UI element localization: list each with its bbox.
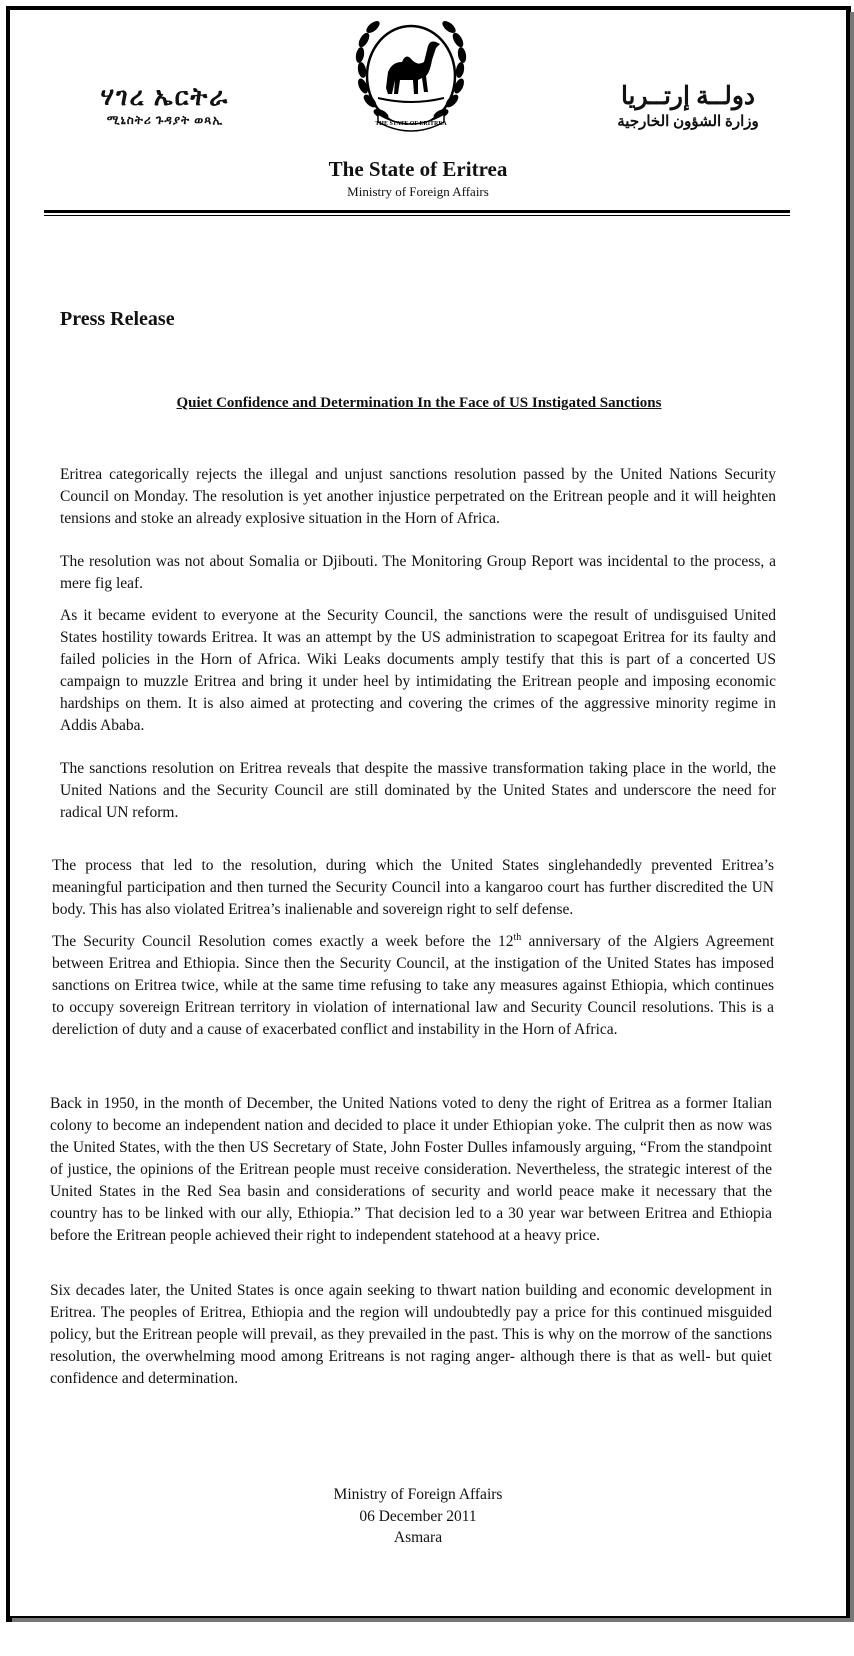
paragraph: Six decades later, the United States is once again seeking to thwart nation building and economic development in Eritrea. The peoples of Eritrea, Ethiopia and the region will undoubtedly pay a price for this continued misguided policy, but the Eritrean people will prevail, as they prevailed in the past. This is why on the morrow of the sanctions resolution, the overwhelming mood among Eritreans is not raging anger- although there is that as well- but quiet confidence and determination. [50, 1282, 772, 1387]
state-title: The State of Eritrea [328, 157, 508, 181]
page-shadow-bottom [12, 1618, 854, 1622]
letterhead-tigrinya-state: ሃገረ ኤርትራ [100, 84, 230, 111]
paragraph-text: The Security Council Resolution comes exactly a week before the 12 [52, 933, 514, 950]
paragraph: The resolution was not about Somalia or Djibouti. The Monitoring Group Report was incidental to the process, a mere fig leaf. [60, 553, 776, 592]
paragraph: Back in 1950, in the month of December, the United Nations voted to deny the right of Eritrea as a former Italian colony to become an independent nation and decided to place it under Ethiopian yoke. The culprit then as now was the United States, with the then US Secretary of State, John Foster Dulles infamously arguing, “From the standpoint of justice, the opinions of the Eritrean people must receive consideration. Nevertheless, the strategic interest of the United States in the Red Sea basin and considerations of security and world peace make it necessary that the country has to be linked with our ally, Ethiopia.” That decision led to a 30 year war between Eritrea and Ethiopia before the Eritrean people achieved their right to independent statehood at a heavy price. [50, 1095, 772, 1244]
letterhead-arabic [598, 82, 778, 132]
ordinal-suffix: th [513, 931, 522, 943]
signature-date: 06 December 2011 [359, 1508, 477, 1525]
paragraph: Eritrea categorically rejects the illegal and unjust sanctions resolution passed by the United Nations Security Council on Monday. The resolution is yet another injustice perpetrated on the Eritrean people and it will heighten tensions and stoke an already explosive situation in the Horn of Africa. [60, 466, 776, 527]
letterhead-divider [44, 210, 790, 213]
letterhead-divider-thin [44, 215, 790, 216]
letterhead-arabic-state: دولــة إرتــريا [620, 83, 756, 110]
letterhead-tigrinya-ministry: ሚኒስትሪ ጉዳያት ወጻኢ [106, 113, 224, 127]
letterhead-arabic-ministry: وزارة الشؤون الخارجية [617, 114, 759, 130]
subject-heading: Quiet Confidence and Determination In the Face of US Instigated Sanctions [176, 395, 662, 411]
press-release-heading: Press Release [60, 308, 175, 330]
paragraph: The process that led to the resolution, during which the United States singlehandedly prevented Eritrea’s meaningful participation and then turned the Security Council into a kangaroo court has further discredited the UN body. This has also violated Eritrea’s inalienable and sovereign right to self defense. [52, 857, 774, 918]
emblem-ribbon-text: THE STATE OF ERITREA [375, 121, 447, 127]
signature-place: Asmara [393, 1529, 443, 1546]
paragraph: The sanctions resolution on Eritrea reveals that despite the massive transformation taking place in the world, the United Nations and the Security Council are still dominated by the United States and underscore the need for radical UN reform. [60, 760, 776, 821]
paragraph: As it became evident to everyone at the Security Council, the sanctions were the result of undisguised United States hostility towards Eritrea. It was an attempt by the US administration to scapegoat Eritrea for its faulty and failed policies in the Horn of Africa. Wiki Leaks documents amply testify that this is part of a concerted US campaign to muzzle Eritrea and bring it under heel by intimidating the Eritrean people and imposing economic hardships on them. It is also aimed at protecting and covering the crimes of the aggressive minority regime in Addis Ababa. [60, 607, 776, 734]
page-shadow-right [850, 12, 854, 1618]
paragraph [52, 931, 774, 1041]
letterhead-tigrinya [80, 84, 250, 128]
state-emblem-icon [348, 10, 474, 140]
signature-org: Ministry of Foreign Affairs [333, 1486, 503, 1503]
paragraph-text: anniversary of the Algiers Agreement between Eritrea and Ethiopia. Since then the Security Council, at the instigation of the United States has imposed sanctions on Eritrea twice, while at the same time refusing to take any measures against Ethiopia, which continues to occupy sovereign Eritrean territory in violation of international law and Security Council resolutions. This is a dereliction of duty and a cause of exacerbated conflict and instability in the Horn of Africa. [52, 933, 774, 1038]
ministry-subtitle: Ministry of Foreign Affairs [347, 184, 489, 199]
